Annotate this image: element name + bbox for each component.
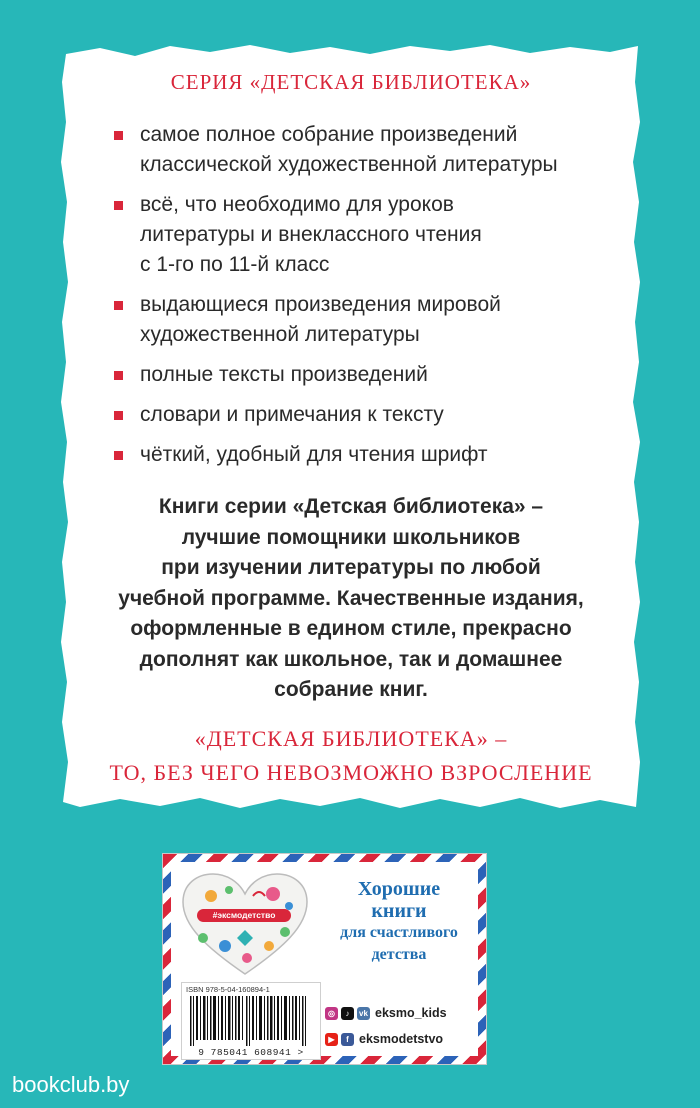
barcode-icon <box>186 996 316 1046</box>
torn-paper-card <box>60 42 642 812</box>
list-item-line: чёткий, удобный для чтения шрифт <box>140 443 488 466</box>
list-item-line: классической художественной литературы <box>140 153 558 176</box>
site-watermark: bookclub.by <box>12 1072 130 1097</box>
list-item <box>90 360 620 390</box>
list-item <box>90 400 620 430</box>
social-row-kids <box>325 1004 447 1022</box>
description-line: Книги серии «Детская библиотека» – <box>158 495 544 518</box>
tiktok-icon[interactable]: ♪ <box>341 1007 354 1020</box>
list-item-line: полные тексты произведений <box>140 363 428 386</box>
series-description <box>80 492 622 706</box>
postcard-inner <box>171 862 478 1056</box>
bullet-square-icon <box>114 371 123 380</box>
heart-doodle-icon <box>177 868 313 980</box>
isbn-barcode-box <box>181 982 321 1060</box>
list-item-line: всё, что необходимо для уроков <box>140 193 454 216</box>
list-item <box>90 290 620 350</box>
airmail-postcard <box>162 853 487 1065</box>
social-handle[interactable]: eksmo_kids <box>375 1006 447 1020</box>
list-item-line: литературы и внеклассного чтения <box>140 223 482 246</box>
slogan-line: ТО, БЕЗ ЧЕГО НЕВОЗМОЖНО ВЗРОСЛЕНИЕ <box>109 760 593 785</box>
list-item <box>90 440 620 470</box>
list-item-line: словари и примечания к тексту <box>140 403 444 426</box>
social-row-detstvo <box>325 1030 443 1048</box>
hashtag-badge: #эксмодетство <box>197 909 291 922</box>
list-item <box>90 120 620 180</box>
description-line: лучшие помощники школьников <box>181 525 521 549</box>
description-line: оформленные в едином стиле, прекрасно <box>130 617 572 640</box>
description-line: при изучении литературы по любой <box>161 556 541 579</box>
instagram-icon[interactable]: ◎ <box>325 1007 338 1020</box>
bullet-square-icon <box>114 131 123 140</box>
postcard-slogan <box>319 878 479 966</box>
bullet-square-icon <box>114 411 123 420</box>
bullet-square-icon <box>114 301 123 310</box>
postcard-slogan-line: книги <box>371 900 427 922</box>
vk-icon[interactable]: vk <box>357 1007 370 1020</box>
youtube-icon[interactable]: ▶ <box>325 1033 338 1046</box>
list-item <box>90 190 620 280</box>
list-item-line: выдающиеся произведения мировой <box>140 293 501 316</box>
description-line: собрание книг. <box>274 678 428 701</box>
series-slogan <box>60 722 642 790</box>
list-item-line: художественной литературы <box>140 323 420 346</box>
description-line: учебной программе. Качественные издания, <box>118 586 584 610</box>
postcard-slogan-line: Хорошие <box>357 878 441 900</box>
bullet-square-icon <box>114 451 123 460</box>
features-list <box>90 120 620 480</box>
series-title: СЕРИЯ «ДЕТСКАЯ БИБЛИОТЕКА» <box>170 70 532 94</box>
list-item-line: с 1-го по 11-й класс <box>140 253 330 276</box>
list-item-line: самое полное собрание произведений <box>140 123 518 146</box>
postcard-slogan-line: для счастливого <box>340 924 458 941</box>
social-handle[interactable]: eksmodetstvo <box>359 1032 444 1046</box>
bullet-square-icon <box>114 201 123 210</box>
postcard-slogan-line: детства <box>371 946 427 963</box>
barcode-number: 9 785041 608941 > <box>198 1047 304 1058</box>
description-line: дополнят как школьное, так и домашнее <box>139 647 563 671</box>
slogan-line: «ДЕТСКАЯ БИБЛИОТЕКА» – <box>194 726 508 751</box>
isbn-label: ISBN 978-5-04-160894-1 <box>186 985 270 994</box>
facebook-icon[interactable]: f <box>341 1033 354 1046</box>
